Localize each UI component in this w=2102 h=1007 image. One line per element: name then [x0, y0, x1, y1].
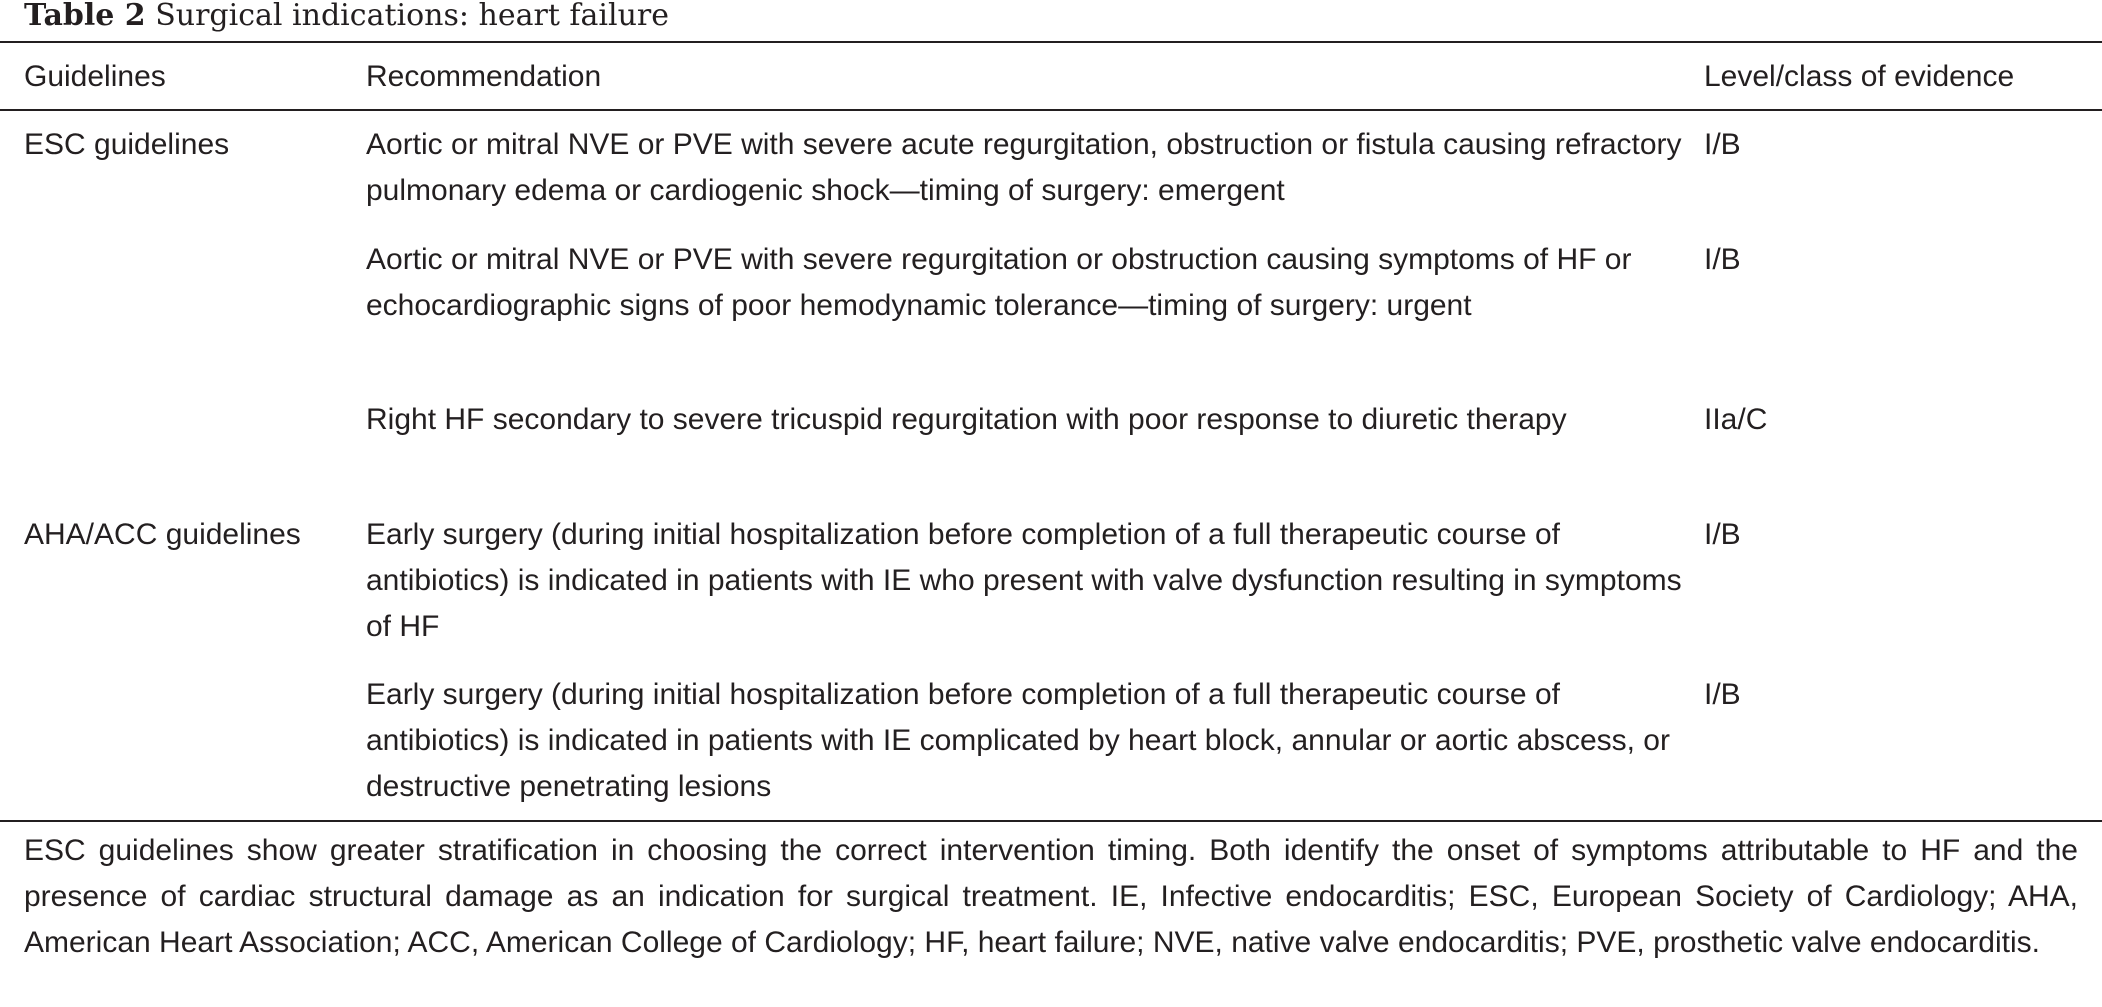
row-recommendation: Early surgery (during initial hospitalization before completion of a full therapeutic course of antibiotics) is indicated in patients with IE complicated by heart block, annular or aortic abscess, or destructive penetrating lesions — [366, 678, 1670, 803]
row-guideline: ESC guidelines — [24, 128, 230, 161]
row-recommendation: Aortic or mitral NVE or PVE with severe regurgitation or obstruction causing symptoms of HF or echocardiographic signs of poor hemodynamic tolerance—timing of surgery: urgent — [366, 243, 1632, 322]
table-caption-title: Surgical indications: heart failure — [155, 0, 670, 33]
row-level: I/B — [1704, 128, 1741, 161]
row-guideline: AHA/ACC guidelines — [24, 518, 301, 551]
row-recommendation: Early surgery (during initial hospitalization before completion of a full therapeutic course of antibiotics) is indicated in patients with IE who present with valve dysfunction resulting in symptoms of HF — [366, 518, 1682, 643]
header-level: Level/class of evidence — [1704, 60, 2015, 93]
table-footnote: ESC guidelines show greater stratification in choosing the correct intervention timing. Both identify the onset of symptoms attributable to HF and the presence of cardiac structural damage as an indication for surgical treatment. IE, Infective endocarditis; ESC, European Society of Cardiology; AHA, American Heart Association; ACC, American College of Cardiology; HF, heart failure; NVE, native valve endocarditis; PVE, prosthetic valve endocarditis. — [24, 834, 2078, 959]
row-level: I/B — [1704, 518, 1741, 551]
row-level: IIa/C — [1704, 403, 1768, 436]
table-bottom-rule — [0, 820, 2102, 822]
table-caption-label: Table 2 — [24, 0, 146, 33]
table-caption — [24, 0, 669, 36]
row-recommendation: Right HF secondary to severe tricuspid regurgitation with poor response to diuretic therapy — [366, 403, 1567, 436]
row-level: I/B — [1704, 243, 1741, 276]
header-guidelines: Guidelines — [24, 60, 166, 93]
header-recommendation: Recommendation — [366, 60, 602, 93]
row-level: I/B — [1704, 678, 1741, 711]
header-bottom-rule — [0, 109, 2102, 111]
table-top-rule — [0, 41, 2102, 43]
row-recommendation: Aortic or mitral NVE or PVE with severe acute regurgitation, obstruction or fistula causing refractory pulmonary edema or cardiogenic shock—timing of surgery: emergent — [366, 128, 1682, 207]
